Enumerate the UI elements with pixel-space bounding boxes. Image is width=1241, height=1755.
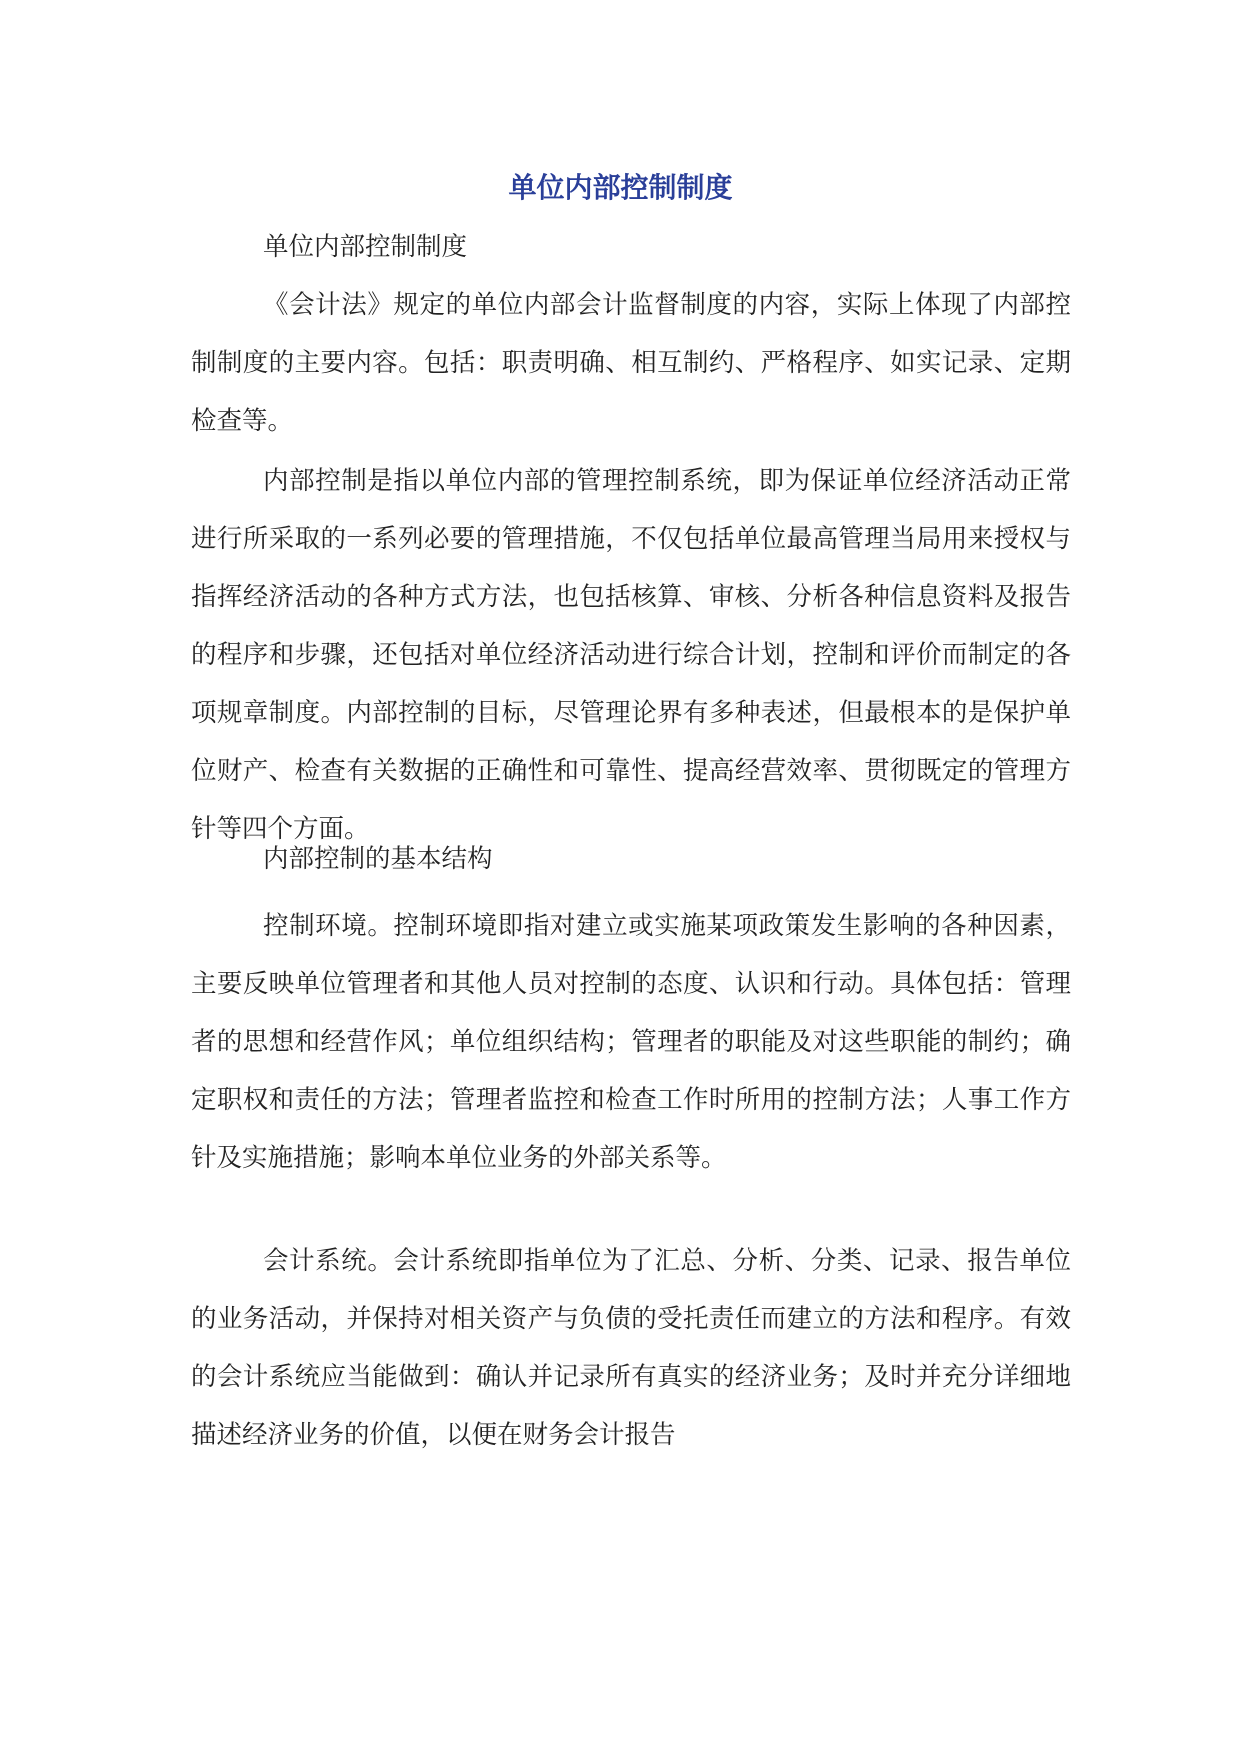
section-heading: 单位内部控制制度 [263, 232, 468, 262]
paragraph-internal-control-definition: 内部控制是指以单位内部的管理控制系统，即为保证单位经济活动正常进行所采取的一系列必要的管理措施，不仅包括单位最高管理当局用来授权与指挥经济活动的各种方式方法，也包括核算、审核、分析各种信息资料及报告的程序和步骤，还包括对单位经济活动进行综合计划，控制和评价而制定的各项规章制度。内部控制的目标，尽管理论界有多种表述，但最根本的是保护单位财产、检查有关数据的正确性和可靠性、提高经营效率、贯彻既定的管理方针等四个方面。 [191, 466, 1071, 844]
section-heading-basic-structure: 内部控制的基本结构 [263, 844, 493, 874]
document-title: 单位内部控制制度 [508, 171, 733, 204]
paragraph-accounting-system: 会计系统。会计系统即指单位为了汇总、分析、分类、记录、报告单位的业务活动，并保持对相关资产与负债的受托责任而建立的方法和程序。有效的会计系统应当能做到：确认并记录所有真实的经济业务；及时并充分详细地描述经济业务的价值，以便在财务会计报告 [191, 1246, 1071, 1450]
paragraph-control-environment: 控制环境。控制环境即指对建立或实施某项政策发生影响的各种因素，主要反映单位管理者和其他人员对控制的态度、认识和行动。具体包括：管理者的思想和经营作风；单位组织结构；管理者的职能及对这些职能的制约；确定职权和责任的方法；管理者监控和检查工作时所用的控制方法；人事工作方针及实施措施；影响本单位业务的外部关系等。 [191, 911, 1071, 1173]
paragraph-accounting-law: 《会计法》规定的单位内部会计监督制度的内容，实际上体现了内部控制制度的主要内容。包括：职责明确、相互制约、严格程序、如实记录、定期检查等。 [191, 290, 1071, 436]
